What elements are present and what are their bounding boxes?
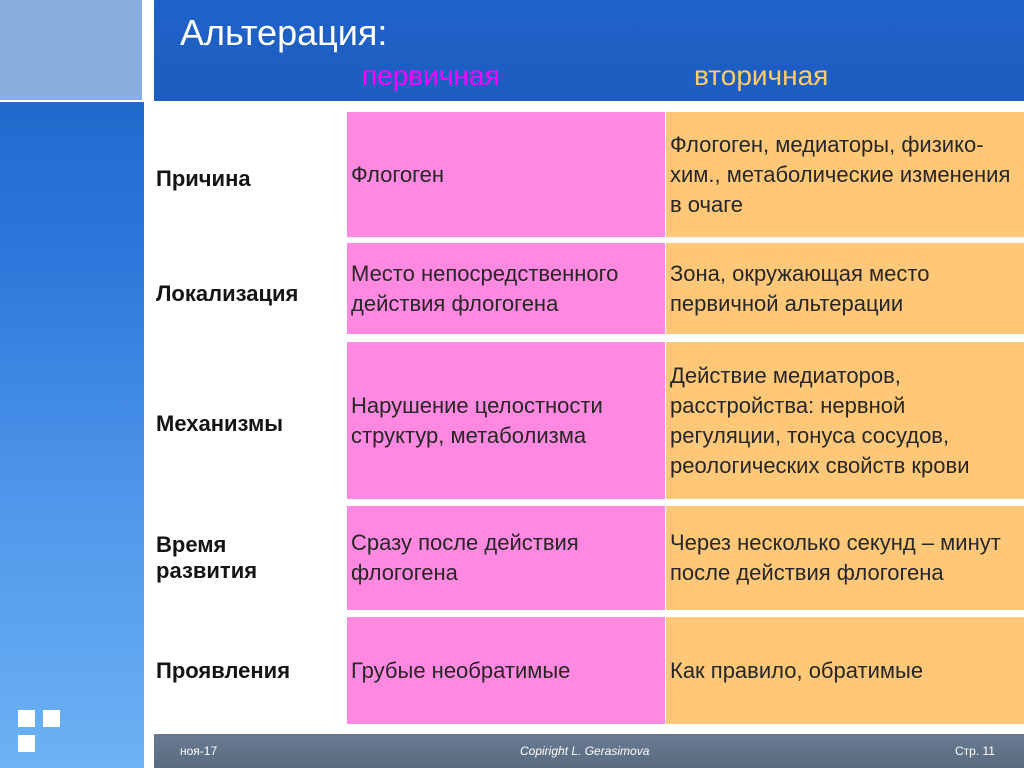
column-header-secondary: вторичная <box>694 60 829 91</box>
cell-primary-localization <box>347 243 665 334</box>
left-sidebar-gradient <box>0 0 147 768</box>
footer-date: ноя-17 <box>180 744 218 758</box>
footer-page-number: Стр. 11 <box>955 744 995 758</box>
cell-text: Через несколько секунд – минут после действия флогогена <box>670 530 1001 585</box>
cell-text: Зона, окружающая место первичной альтерации <box>670 260 930 316</box>
cell-text: Грубые необратимые <box>351 657 571 683</box>
row-label-mechanisms: Механизмы <box>156 411 284 436</box>
row-label-localization: Локализация <box>156 281 299 306</box>
cell-primary-cause <box>347 112 665 237</box>
cell-primary-mechanisms <box>347 342 665 499</box>
column-header-primary: первичная <box>362 60 500 91</box>
cell-secondary-mechanisms <box>666 342 1024 499</box>
slide-title: Альтерация: <box>180 12 388 53</box>
header-underline <box>154 101 1024 105</box>
cell-text: Место непосредственного действия флогогена <box>351 260 619 316</box>
cell-secondary-development-time <box>666 506 1024 610</box>
top-left-tile <box>0 0 147 100</box>
cell-primary-manifestations <box>347 617 665 724</box>
tile-horizontal-divider <box>0 100 147 102</box>
row-label-cause: Причина <box>156 166 251 191</box>
cell-secondary-cause <box>666 112 1024 237</box>
row-label-development-time: Время развития <box>156 532 258 583</box>
cell-text: Флогоген, медиаторы, физико-хим., метаболические изменения в очаге <box>670 131 1011 217</box>
divider-line <box>144 0 148 768</box>
divider-line <box>149 0 151 768</box>
cell-text: Флогоген <box>351 161 445 187</box>
cell-secondary-localization <box>666 243 1024 334</box>
cell-text: Сразу после действия флогогена <box>351 530 579 585</box>
cell-secondary-manifestations <box>666 617 1024 724</box>
cell-text: Как правило, обратимые <box>670 657 924 683</box>
cell-primary-development-time <box>347 506 665 610</box>
footer-copyright: Copiright L. Gerasimova <box>520 744 650 758</box>
cell-text: Действие медиаторов, расстройства: нервной регуляции, тонуса сосудов, реологических свойств крови <box>670 362 970 478</box>
row-label-manifestations: Проявления <box>156 658 291 683</box>
divider-line <box>153 0 154 768</box>
cell-text: Нарушение целостности структур, метаболизма <box>351 392 603 448</box>
